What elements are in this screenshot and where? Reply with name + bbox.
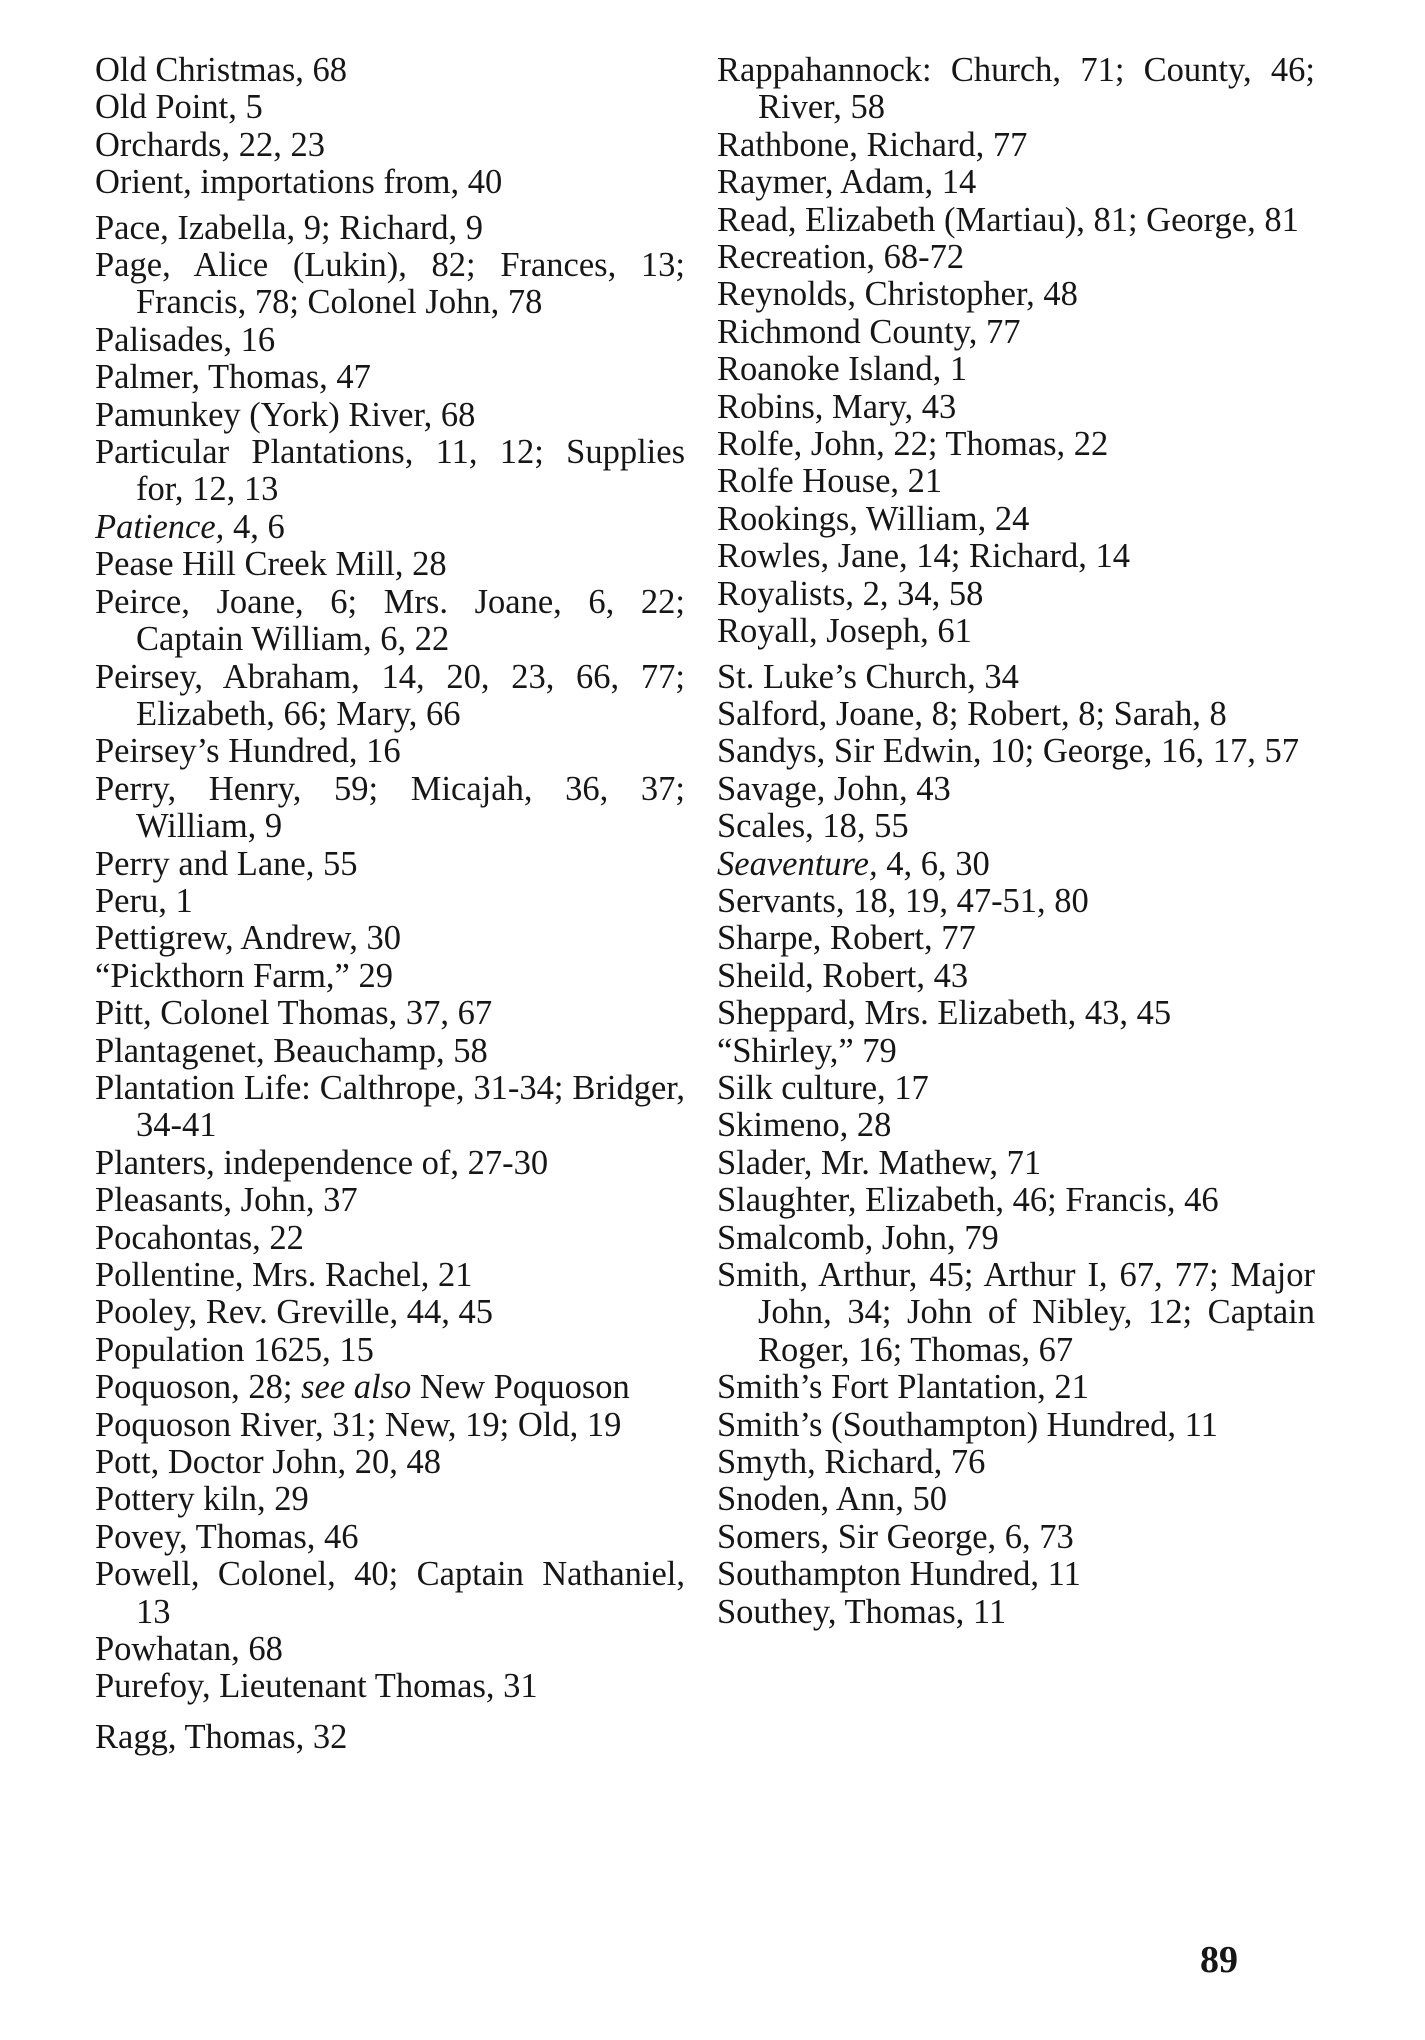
index-entry-text: New Poquoson <box>411 1368 630 1407</box>
index-entry: Rappahannock: Church, 71; County, 46; River, 58 <box>717 51 1315 127</box>
index-entry: Richmond County, 77 <box>717 312 1021 351</box>
index-entry: Orient, importations from, 40 <box>95 163 503 202</box>
index-entry: Skimeno, 28 <box>717 1106 892 1145</box>
index-entry: Particular Plantations, 11, 12; Supplies for, 12, 13 <box>95 433 685 509</box>
index-entry-italic: Patience, <box>95 507 225 546</box>
index-entry: Southampton Hundred, 11 <box>717 1555 1081 1594</box>
index-entry: Smith, Arthur, 45; Arthur I, 67, 77; Major John, 34; John of Nibley, 12; Captain Roger, 16; Thomas, 67 <box>717 1256 1315 1369</box>
index-entry: Palmer, Thomas, 47 <box>95 358 371 397</box>
index-entry <box>717 846 1315 883</box>
index-entry: Smith’s Fort Plantation, 21 <box>717 1368 1089 1407</box>
index-entry-text: 4, 6, 30 <box>877 844 990 883</box>
index-entry: Page, Alice (Lukin), 82; Frances, 13; Francis, 78; Colonel John, 78 <box>95 246 685 322</box>
index-entry: Old Christmas, 68 <box>95 51 348 89</box>
index-entry: Smyth, Richard, 76 <box>717 1443 986 1482</box>
index-entry: Rolfe House, 21 <box>717 462 943 501</box>
index-entry: Planters, independence of, 27-30 <box>95 1143 549 1182</box>
index-entry: Recreation, 68-72 <box>717 238 965 277</box>
index-entry: Pitt, Colonel Thomas, 37, 67 <box>95 994 493 1033</box>
index-entry: “Pickthorn Farm,” 29 <box>95 956 393 995</box>
index-entry: Pease Hill Creek Mill, 28 <box>95 545 447 584</box>
index-entry: Silk culture, 17 <box>717 1068 929 1107</box>
index-column-right <box>717 52 1315 1631</box>
index-entry: Population 1625, 15 <box>95 1330 374 1369</box>
index-entry: Pamunkey (York) River, 68 <box>95 395 476 434</box>
index-entry: “Shirley,” 79 <box>717 1031 897 1070</box>
index-entry: Raymer, Adam, 14 <box>717 163 977 202</box>
index-entry: St. Luke’s Church, 34 <box>717 657 1019 696</box>
index-entry-italic: see also <box>301 1368 412 1407</box>
index-entry: Salford, Joane, 8; Robert, 8; Sarah, 8 <box>717 694 1227 733</box>
index-entry: Read, Elizabeth (Martiau), 81; George, 81 <box>717 200 1299 239</box>
index-entry: Pettigrew, Andrew, 30 <box>95 919 401 958</box>
index-entry: Pollentine, Mrs. Rachel, 21 <box>95 1256 473 1294</box>
page-number: 89 <box>1200 1939 1238 1981</box>
index-entry: Perry, Henry, 59; Micajah, 36, 37; William, 9 <box>95 769 685 846</box>
index-entry: Poquoson River, 31; New, 19; Old, 19 <box>95 1405 622 1444</box>
index-entry: Perry and Lane, 55 <box>95 844 358 883</box>
index-entry: Smalcomb, John, 79 <box>717 1218 999 1257</box>
index-entry: Smith’s (Southampton) Hundred, 11 <box>717 1405 1218 1444</box>
index-entry: Royall, Joseph, 61 <box>717 612 972 651</box>
index-entry: Peru, 1 <box>95 881 193 920</box>
index-entry: Sheild, Robert, 43 <box>717 956 969 995</box>
index-entry: Rolfe, John, 22; Thomas, 22 <box>717 425 1109 464</box>
index-entry-italic: Seaventure, <box>717 844 878 883</box>
index-entry: Rookings, William, 24 <box>717 499 1030 538</box>
index-entry: Pleasants, John, 37 <box>95 1181 358 1220</box>
index-entry: Southey, Thomas, 11 <box>717 1592 1007 1631</box>
index-entry: Ragg, Thomas, 32 <box>95 1717 348 1756</box>
index-entry: Peirce, Joane, 6; Mrs. Joane, 6, 22; Captain William, 6, 22 <box>95 582 685 659</box>
index-entry: Roanoke Island, 1 <box>717 350 968 389</box>
index-entry: Pocahontas, 22 <box>95 1218 304 1257</box>
index-entry: Robins, Mary, 43 <box>717 387 957 426</box>
index-entry: Pace, Izabella, 9; Richard, 9 <box>95 208 483 247</box>
index-entry: Plantagenet, Beauchamp, 58 <box>95 1031 488 1070</box>
index-entry: Powell, Colonel, 40; Captain Nathaniel, 13 <box>95 1555 685 1631</box>
index-entry: Powhatan, 68 <box>95 1630 283 1669</box>
index-entry: Reynolds, Christopher, 48 <box>717 275 1078 314</box>
index-entry-text: 4, 6 <box>224 507 285 546</box>
index-entry: Sharpe, Robert, 77 <box>717 919 976 958</box>
index-entry: Servants, 18, 19, 47-51, 80 <box>717 881 1089 920</box>
index-entry: Sheppard, Mrs. Elizabeth, 43, 45 <box>717 994 1172 1033</box>
index-entry <box>95 1369 685 1406</box>
index-entry <box>95 509 685 546</box>
index-entry: Rathbone, Richard, 77 <box>717 125 1028 164</box>
index-entry: Povey, Thomas, 46 <box>95 1517 359 1556</box>
index-entry: Palisades, 16 <box>95 320 276 359</box>
index-entry: Old Point, 5 <box>95 88 263 127</box>
index-entry: Pott, Doctor John, 20, 48 <box>95 1443 441 1482</box>
index-entry: Royalists, 2, 34, 58 <box>717 574 984 613</box>
index-entry: Peirsey, Abraham, 14, 20, 23, 66, 77; Elizabeth, 66; Mary, 66 <box>95 657 685 733</box>
index-entry: Snoden, Ann, 50 <box>717 1480 948 1519</box>
index-entry: Pottery kiln, 29 <box>95 1480 309 1519</box>
index-entry: Plantation Life: Calthrope, 31-34; Bridger, 34-41 <box>95 1068 685 1145</box>
index-entry: Slader, Mr. Mathew, 71 <box>717 1143 1042 1182</box>
index-entry: Slaughter, Elizabeth, 46; Francis, 46 <box>717 1181 1219 1220</box>
index-entry: Scales, 18, 55 <box>717 807 909 846</box>
index-entry-text: Poquoson, 28; <box>95 1368 302 1407</box>
index-entry: Somers, Sir George, 6, 73 <box>717 1517 1074 1556</box>
index-entry: Savage, John, 43 <box>717 769 951 808</box>
index-entry: Rowles, Jane, 14; Richard, 14 <box>717 537 1130 576</box>
index-entry: Purefoy, Lieutenant Thomas, 31 <box>95 1667 538 1706</box>
index-entry: Pooley, Rev. Greville, 44, 45 <box>95 1293 493 1332</box>
index-entry: Sandys, Sir Edwin, 10; George, 16, 17, 57 <box>717 732 1300 771</box>
index-entry: Orchards, 22, 23 <box>95 125 325 164</box>
index-column-left <box>95 52 685 1756</box>
index-entry: Peirsey’s Hundred, 16 <box>95 732 401 771</box>
